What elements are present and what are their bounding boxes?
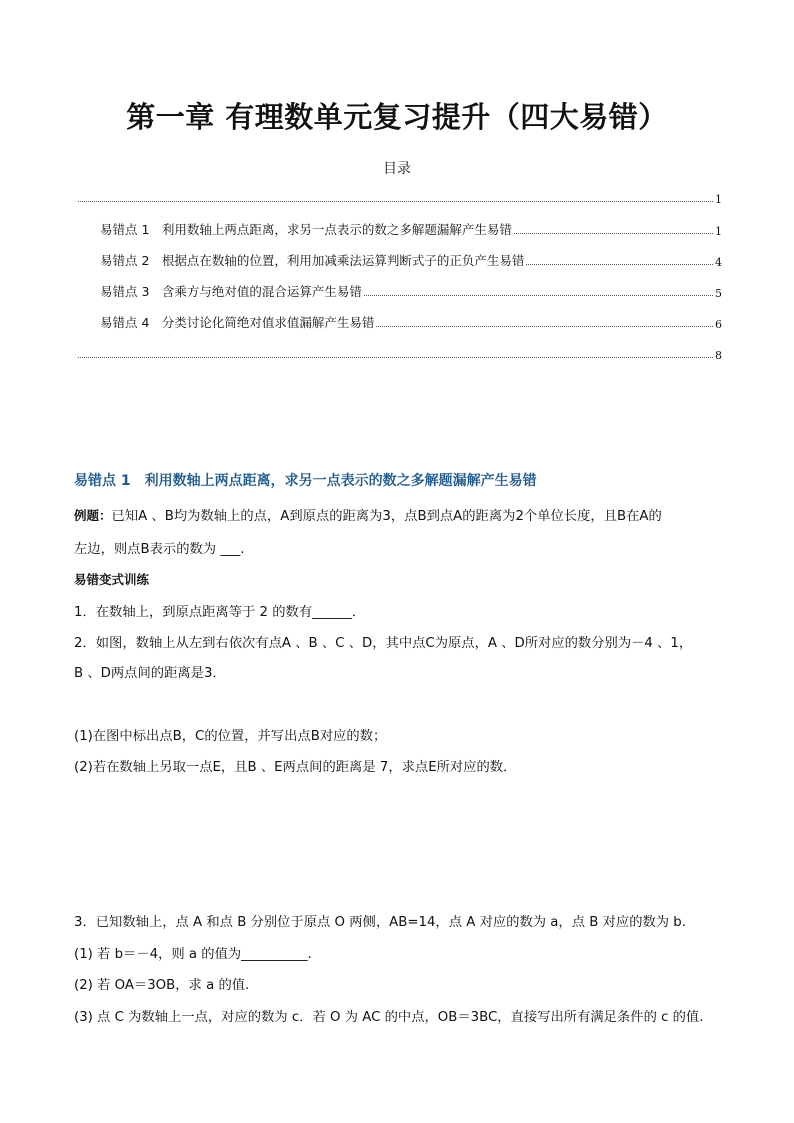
toc-entry-label: 易错点 2 根据点在数轴的位置，利用加减乘法运算判断式子的正负产生易错 — [100, 253, 525, 268]
toc-page-number: 5 — [715, 287, 722, 300]
example-text: 已知A 、B均为数轴上的点，A到原点的距离为3，点B到点A的距离为2个单位长度，且B在A的 — [111, 509, 662, 524]
question-3-part1: (1) 若 b＝－4，则 a 的值为__________. — [74, 947, 312, 962]
question-3-part2: (2) 若 OA＝3OB，求 a 的值. — [74, 978, 250, 993]
drill-heading: 易错变式训练 — [74, 572, 150, 587]
question-2-part1: (1)在图中标出点B，C的位置，并写出点B对应的数； — [74, 729, 387, 744]
toc-leader — [514, 233, 713, 234]
toc-line-1[interactable] — [76, 218, 722, 238]
example-text-line2: 左边，则点B表示的数为 ___. — [74, 542, 245, 557]
question-1: 1．在数轴上，到原点距离等于 2 的数有______． — [74, 605, 366, 620]
question-2-line1: 2．如图，数轴上从左到右依次有点A 、B 、C 、D，其中点C为原点，A 、D所对应的数分别为－4 、1， — [74, 636, 693, 651]
question-3-line1: 3．已知数轴上，点 A 和点 B 分别位于原点 O 两侧，AB=14，点 A 对应的数为 a，点 B 对应的数为 b. — [74, 915, 686, 930]
example-paragraph — [74, 506, 730, 527]
toc-page-number: 8 — [715, 349, 722, 362]
toc-entry-label: 易错点 4 分类讨论化简绝对值求值漏解产生易错 — [100, 315, 375, 330]
question-2-line2: B 、D两点间的距离是3． — [74, 666, 226, 681]
toc-line-3[interactable] — [76, 280, 722, 300]
toc-page-number: 6 — [715, 318, 722, 331]
toc-leader — [364, 295, 713, 296]
question-2-part2: (2)若在数轴上另取一点E，且B 、E两点间的距离是 7，求点E所对应的数． — [74, 760, 517, 775]
toc-heading: 目录 — [383, 161, 411, 177]
toc-line-0[interactable] — [76, 186, 722, 206]
toc-leader — [78, 357, 713, 358]
toc-line-5[interactable] — [76, 342, 722, 362]
toc-leader — [78, 201, 713, 202]
toc-leader — [376, 326, 713, 327]
toc-entry-label: 易错点 3 含乘方与绝对值的混合运算产生易错 — [100, 284, 362, 299]
toc-page-number: 4 — [715, 256, 722, 269]
toc-line-2[interactable] — [76, 249, 722, 269]
document-title: 第一章 有理数单元复习提升（四大易错） — [126, 100, 668, 134]
toc-leader — [526, 264, 713, 265]
toc-entry-label: 易错点 1 利用数轴上两点距离，求另一点表示的数之多解题漏解产生易错 — [100, 222, 512, 237]
question-3-part3: (3) 点 C 为数轴上一点，对应的数为 c．若 O 为 AC 的中点，OB＝3BC，直接写出所有满足条件的 c 的值. — [74, 1010, 704, 1025]
toc-line-4[interactable] — [76, 311, 722, 331]
example-label: 例题： — [74, 508, 112, 523]
section-title: 易错点 1 利用数轴上两点距离，求另一点表示的数之多解题漏解产生易错 — [74, 473, 537, 489]
toc-page-number: 1 — [715, 193, 722, 206]
toc-page-number: 1 — [715, 225, 722, 238]
